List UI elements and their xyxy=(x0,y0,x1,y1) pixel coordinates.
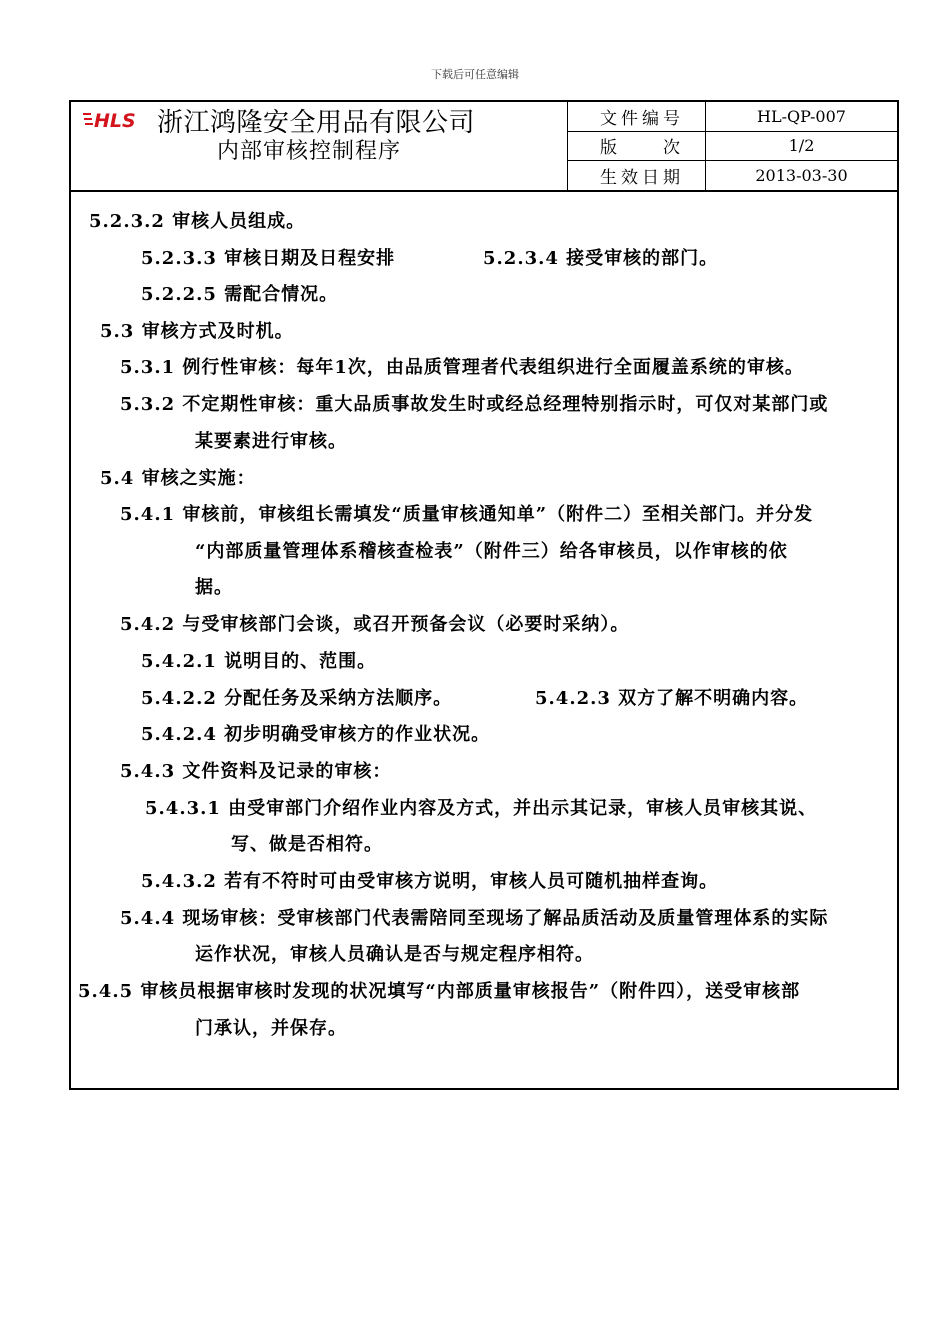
clause-5-4-2: 5.4.2 与受审核部门会谈，或召开预备会议（必要时采纳）。 xyxy=(120,614,630,635)
clause-5-2-2-5: 5.2.2.5 需配合情况。 xyxy=(141,284,339,305)
info-label: 文件编号 xyxy=(568,102,706,131)
clause-5-3: 5.3 审核方式及时机。 xyxy=(100,321,294,342)
clause-5-3-2-cont: 某要素进行审核。 xyxy=(195,431,347,452)
clause-5-4-1: 5.4.1 审核前，审核组长需填发“质量审核通知单”（附件二）至相关部门。并分发 xyxy=(120,504,814,525)
clause-5-3-2: 5.3.2 不定期性审核：重大品质事故发生时或经总经理特别指示时，可仅对某部门或 xyxy=(120,394,829,415)
clause-5-3-1: 5.3.1 例行性审核：每年1次，由品质管理者代表组织进行全面履盖系统的审核。 xyxy=(120,357,804,378)
download-watermark: 下载后可任意编辑 xyxy=(431,68,519,81)
clause-5-4-3: 5.4.3 文件资料及记录的审核： xyxy=(120,761,392,782)
info-value: 2013-03-30 xyxy=(706,161,898,190)
info-row xyxy=(568,161,898,190)
clause-5-4-3-2: 5.4.3.2 若有不符时可由受审核方说明，审核人员可随机抽样查询。 xyxy=(141,871,719,892)
clause-5-4-1-cont2: 据。 xyxy=(195,577,233,598)
clause-5-4-5-cont: 门承认，并保存。 xyxy=(195,1018,347,1039)
clause-5-4-2-4: 5.4.2.4 初步明确受审核方的作业状况。 xyxy=(141,724,491,745)
info-row xyxy=(568,131,898,160)
info-row xyxy=(568,102,898,131)
clause-5-2-3-2: 5.2.3.2 审核人员组成。 xyxy=(89,211,306,232)
clause-5-4-2-3: 5.4.2.3 双方了解不明确内容。 xyxy=(535,688,809,709)
clause-5-4-3-1: 5.4.3.1 由受审部门介绍作业内容及方式，并出示其记录，审核人员审核其说、 xyxy=(145,798,818,819)
clause-5-4-3-1-cont: 写、做是否相符。 xyxy=(231,834,383,855)
info-value: 1/2 xyxy=(706,131,898,160)
clause-5-4-1-cont: “内部质量管理体系稽核查检表”（附件三）给各审核员，以作审核的依 xyxy=(195,541,788,562)
logo-text: HLS xyxy=(94,110,136,132)
clause-5-4-5: 5.4.5 审核员根据审核时发现的状况填写“内部质量审核报告”（附件四），送受审核部 xyxy=(78,981,801,1002)
info-label: 生效日期 xyxy=(568,161,706,190)
clause-5-4: 5.4 审核之实施： xyxy=(100,468,256,489)
clause-5-2-3-3: 5.2.3.3 审核日期及日程安排 xyxy=(141,248,396,269)
info-value: HL-QP-007 xyxy=(706,102,898,131)
procedure-title: 内部审核控制程序 xyxy=(217,139,402,164)
info-label: 版 次 xyxy=(568,131,706,160)
clause-5-4-2-1: 5.4.2.1 说明目的、范围。 xyxy=(141,651,377,672)
document-info-table xyxy=(567,102,897,190)
document-frame xyxy=(69,100,899,1090)
document-header xyxy=(71,102,897,192)
clause-5-4-4: 5.4.4 现场审核：受审核部门代表需陪同至现场了解品质活动及质量管理体系的实际 xyxy=(120,908,829,929)
clause-5-4-2-2: 5.4.2.2 分配任务及采纳方法顺序。 xyxy=(141,688,453,709)
company-name: 浙江鸿隆安全用品有限公司 xyxy=(157,108,476,138)
clause-5-4-4-cont: 运作状况，审核人员确认是否与规定程序相符。 xyxy=(195,944,594,965)
hls-logo xyxy=(83,106,143,132)
clause-5-2-3-4: 5.2.3.4 接受审核的部门。 xyxy=(483,248,719,269)
